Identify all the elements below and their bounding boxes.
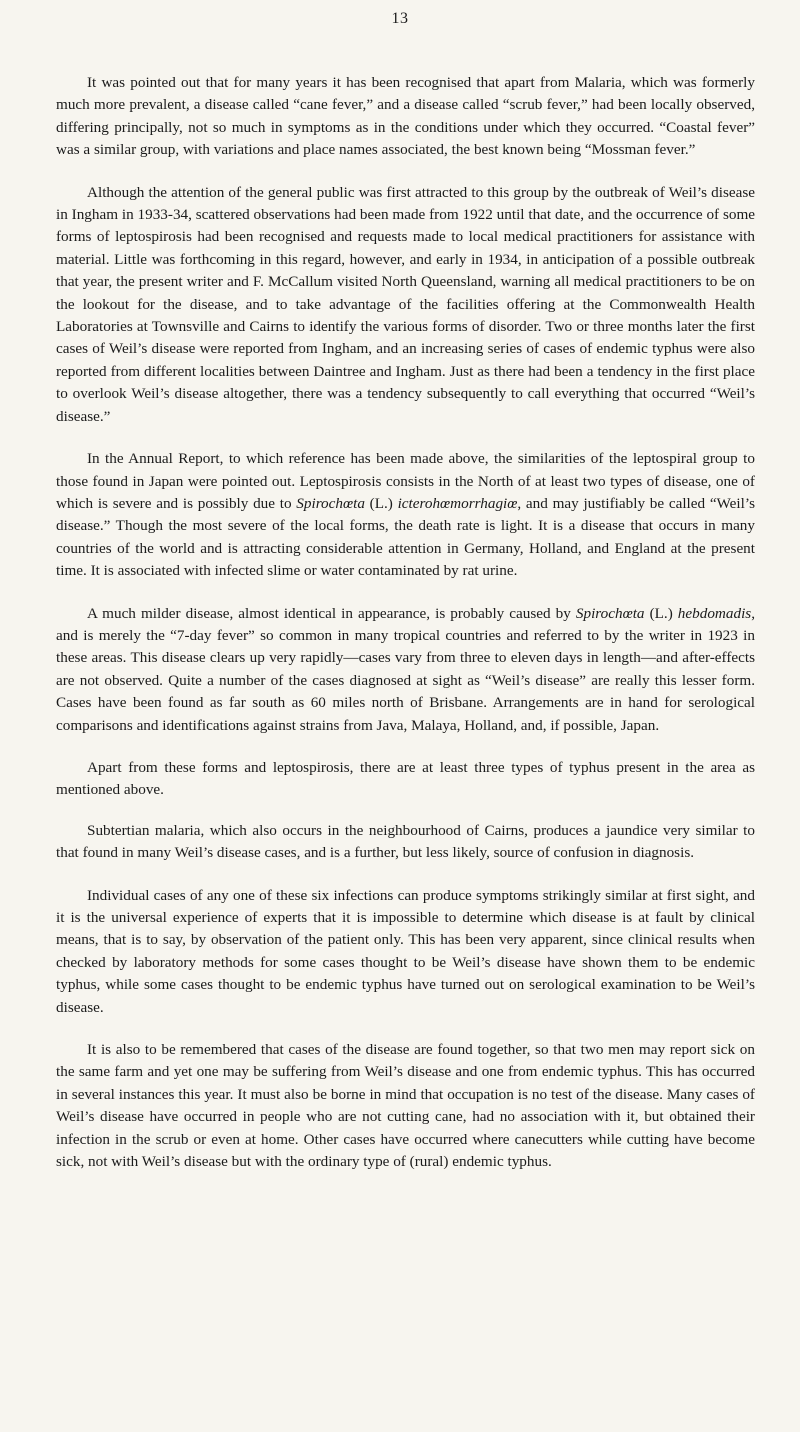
paragraph xyxy=(56,757,755,802)
paragraph-text: Individual cases of any one of these six infections can produce symptoms strikingly similar at first sight, and it is the universal experience of experts that it is impossible to determine which disease is at fault by clinical means, that is to say, by observation of the patient only. This has been very apparent, since clinical results when checked by laboratory methods for some cases thought to be Weil’s disease have shown them to be endemic typhus, while some cases thought to be endemic typhus have turned out on serological examination to be Weil’s disease. xyxy=(56,886,755,1016)
paragraph-text: A much milder disease, almost identical in appearance, is probably caused by xyxy=(87,604,576,622)
paragraph-text: Although the attention of the general public was first attracted to this group by the outbreak of Weil’s disease in Ingham in 1933-34, scattered observations had been made from 1922 until that date, and the occurrence of some forms of leptospirosis had been recognised and requests made to local medical practitioners for assistance with material. Little was forthcoming in this regard, however, and early in 1934, in anticipation of a possible outbreak that year, the present writer and F. McCallum visited North Queensland, warning all medical practitioners to be on the lookout for the disease, and to take advantage of the facilities offering at the Commonwealth Health Laboratories at Townsville and Cairns to identify the various forms of disorder. Two or three months later the first cases of Weil’s disease were reported from Ingham, and an increasing series of cases of endemic typhus were also reported from different localities between Daintree and Ingham. Just as there had been a tendency in the first place to overlook Weil’s disease altogether, there was a tendency subsequently to call everything that occurred “Weil’s disease.” xyxy=(56,183,755,425)
paragraph-text: Apart from these forms and leptospirosis, there are at least three types of typhus present in the area as mentioned above. xyxy=(56,758,755,799)
paragraph xyxy=(56,820,755,865)
italic-term: Spirochœta xyxy=(296,494,365,512)
paragraph-text: , and may justifiably be called “Weil’s disease.” Though the most severe of the local forms, the death rate is light. It is a disease that occurs in many countries of the world and is attracting considerable attention in Germany, Holland, and England at the present time. It is associated with infected slime or water contaminated by rat urine. xyxy=(56,494,755,580)
italic-term: Spirochœta xyxy=(575,604,645,622)
italic-term: icterohœmorrhagiœ xyxy=(397,494,518,512)
body-text xyxy=(56,72,755,1193)
page-number: 13 xyxy=(391,10,409,27)
paragraph-text: (L.) xyxy=(644,604,678,622)
paragraph xyxy=(56,448,755,582)
italic-term: hebdomadis xyxy=(677,604,752,622)
paragraph xyxy=(56,885,755,1019)
paragraph xyxy=(56,72,755,162)
paragraph-text: Subtertian malaria, which also occurs in the neighbourhood of Cairns, produces a jaundice very similar to that found in many Weil’s disease cases, and is a further, but less likely, source of confusion in diagnosis. xyxy=(56,821,755,862)
paragraph xyxy=(56,1039,755,1173)
paragraph-text: (L.) xyxy=(364,494,398,512)
paragraph xyxy=(56,182,755,428)
paragraph-text: In the Annual Report, to which reference has been made above, the similarities of the leptospiral group to those found in Japan were pointed out. Leptospirosis consists in the North of at least two types of disease, one of which is severe and is possibly due to xyxy=(56,450,755,512)
paragraph-text: It was pointed out that for many years it has been recognised that apart from Malaria, which was formerly much more prevalent, a disease called “cane fever,” and a disease called “scrub fever,” had been locally observed, differing principally, not so much in symptoms as in the conditions under which they occurred. “Coastal fever” was a similar group, with variations and place names associated, the best known being “Mossman fever.” xyxy=(56,74,755,159)
paragraph xyxy=(56,603,755,737)
paragraph-text: , and is merely the “7-day fever” so common in many tropical countries and referred to by the writer in 1923 in these areas. This disease clears up very rapidly—cases vary from three to eleven days in length—and after-effects are not observed. Quite a number of the cases diagnosed at sight as “Weil’s disease” are really this lesser form. Cases have been found as far south as 60 miles north of Brisbane. Arrangements are in hand for serological comparisons and identifications against strains from Java, Malaya, Holland, and, if possible, Japan. xyxy=(56,604,755,734)
paragraph-text: It is also to be remembered that cases of the disease are found together, so that two men may report sick on the same farm and yet one may be suffering from Weil’s disease and one from endemic typhus. This has occurred in several instances this year. It must also be borne in mind that occupation is no test of the disease. Many cases of Weil’s disease have occurred in people who are not cutting cane, had no association with it, but obtained their infection in the scrub or even at home. Other cases have occurred where canecutters while cutting have become sick, not with Weil’s disease but with the ordinary type of (rural) endemic typhus. xyxy=(56,1041,755,1171)
